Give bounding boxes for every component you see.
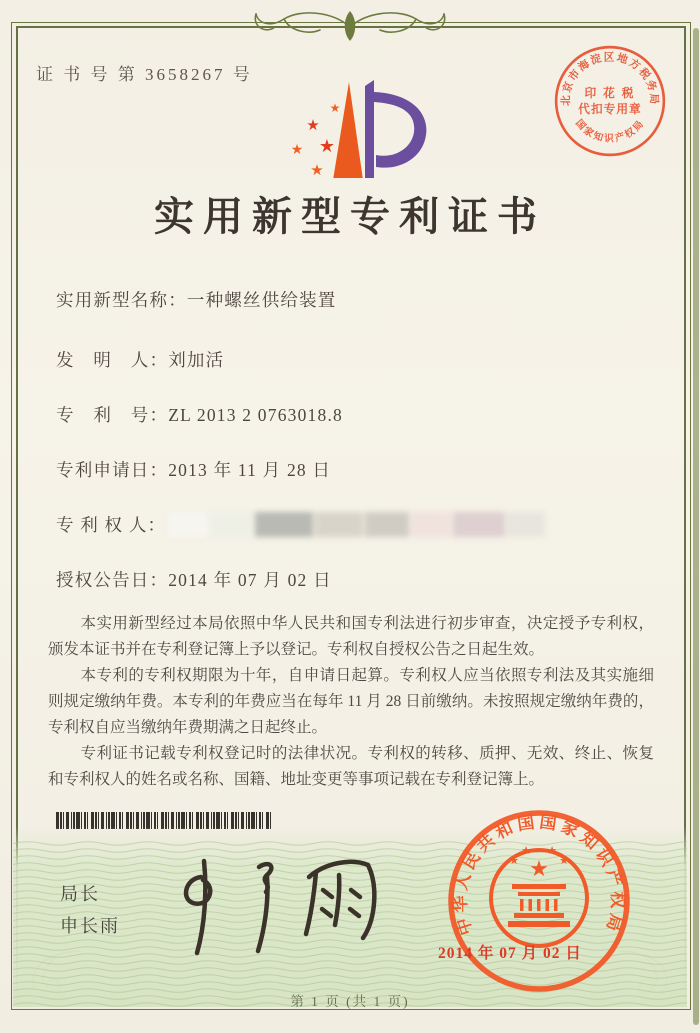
field-patent-number: 专 利 号：ZL 2013 2 0763018.8	[56, 405, 343, 425]
svg-text:★: ★	[306, 116, 320, 134]
tax-stamp-arc-bottom: 国家知识产权局	[572, 117, 648, 145]
director-signature	[163, 845, 403, 960]
paragraph-grant: 本实用新型经过本局依照中华人民共和国专利法进行初步审查，决定授予专利权，颁发本证书并在专利登记簿上予以登记。专利权自授权公告之日起生效。	[48, 615, 654, 658]
field-application-date: 专利申请日：2013 年 11 月 28 日	[56, 460, 332, 480]
paragraph-term-fees: 本专利的专利权期限为十年，自申请日起算。专利权人应当依照专利法及其实施细则规定缴纳年费。本专利的年费应当在每年 11 月 28 日前缴纳。未按照规定缴纳年费的，专利权自应当缴纳年费期满之日起终止。	[48, 667, 654, 736]
field-label: 发 明 人	[56, 350, 150, 370]
page-footer: 第 1 页 (共 1 页)	[290, 994, 410, 1009]
svg-text:★: ★	[509, 854, 519, 867]
certificate-title: 实用新型专利证书	[154, 194, 546, 239]
svg-text:★: ★	[529, 857, 549, 882]
tax-stamp-center-line2: 代扣专用章	[578, 103, 642, 117]
logo-p-bowl	[374, 92, 426, 168]
svg-text:★: ★	[310, 161, 324, 178]
top-scroll-ornament-icon	[228, 3, 472, 49]
sipo-official-seal	[424, 806, 656, 1002]
tax-stamp-center-line1: 印 花 税	[584, 86, 636, 100]
svg-text:★: ★	[318, 136, 336, 157]
svg-text:★: ★	[547, 844, 557, 857]
director-block	[60, 878, 120, 942]
field-label: 授权公告日	[56, 570, 150, 590]
svg-text:国家知识产权局	[573, 117, 647, 145]
field-value: ZL 2013 2 0763018.8	[168, 405, 343, 425]
svg-text:★: ★	[559, 854, 569, 867]
national-emblem-icon	[491, 844, 587, 946]
svg-text:★: ★	[329, 101, 341, 115]
field-grant-date: 授权公告日：2014 年 07 月 02 日	[56, 570, 332, 590]
tax-stamp-arc-top: 北京市海淀区地方税务局	[560, 51, 660, 107]
ornament-leaf	[345, 11, 356, 41]
svg-text:★: ★	[521, 844, 531, 857]
paragraph-register: 专利证书记载专利权登记时的法律状况。专利权的转移、质押、无效、终止、恢复和专利权人的姓名或名称、国籍、地址变更等事项记载在专利登记簿上。	[48, 745, 654, 788]
scan-edge-shadow	[693, 28, 699, 1025]
field-inventor: 发 明 人：刘加活	[56, 350, 225, 370]
field-utility-model-name: 实用新型名称：一种螺丝供给装置	[56, 290, 337, 310]
director-name: 申长雨	[60, 916, 120, 936]
tax-office-stamp	[549, 40, 671, 162]
svg-text:★: ★	[290, 142, 304, 158]
field-value: 2013 年 11 月 28 日	[168, 460, 332, 480]
logo-flame-triangle	[333, 82, 363, 178]
director-title-label: 局长	[60, 884, 100, 904]
seal-ring-text: 中华人民共和国国家知识产权局	[450, 812, 628, 938]
field-label: 专利申请日	[56, 460, 150, 480]
field-value: 一种螺丝供给装置	[186, 290, 337, 310]
legal-text-block	[48, 611, 654, 793]
field-label: 实用新型名称	[56, 290, 169, 310]
logo-p-stem	[365, 80, 374, 178]
patent-office-logo-icon	[277, 78, 427, 178]
field-value: 刘加活	[168, 350, 225, 370]
seal-date: 2014 年 07 月 02 日	[438, 945, 582, 962]
field-label: 专 利 权 人	[56, 515, 148, 535]
field-value: 2014 年 07 月 02 日	[168, 570, 332, 590]
field-label: 专 利 号	[56, 405, 150, 425]
certificate-number: 证 书 号 第 3658267 号	[36, 65, 253, 84]
field-patentee: 专 利 权 人：	[56, 512, 545, 537]
patentee-redaction-blur	[169, 512, 545, 537]
